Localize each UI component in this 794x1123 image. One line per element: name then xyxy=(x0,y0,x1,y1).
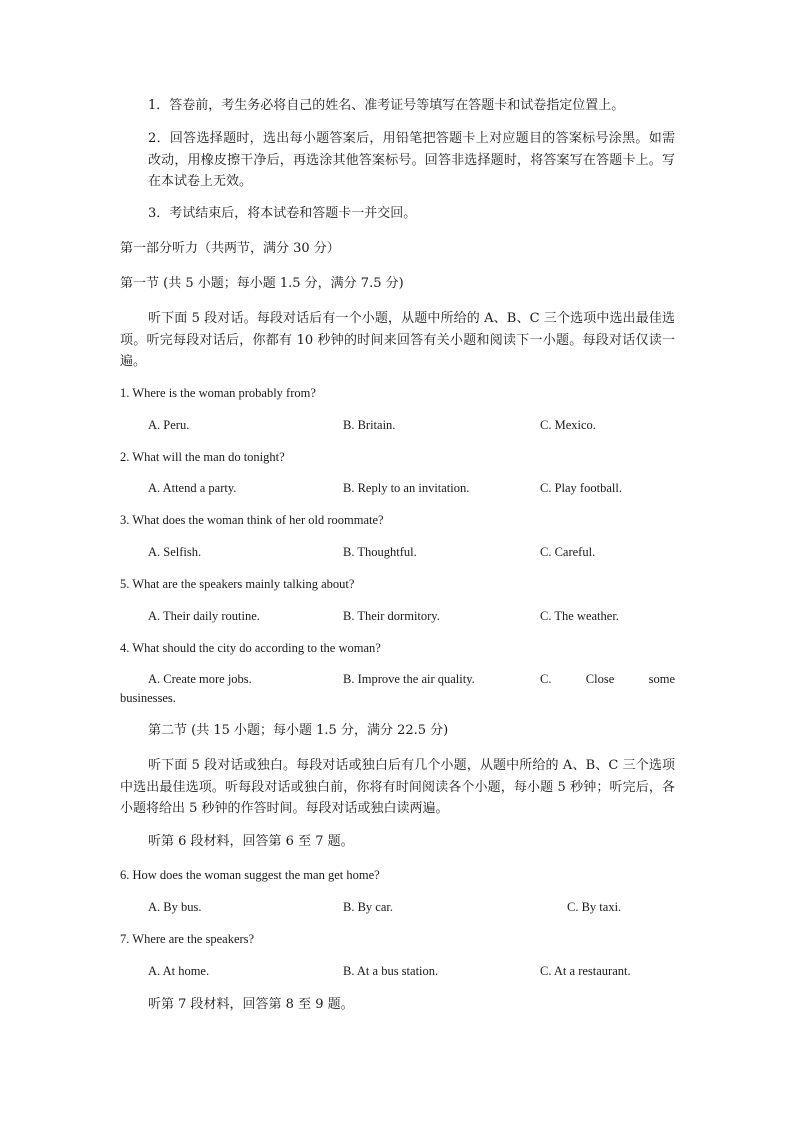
section1-title: 第一节 (共 5 小题；每小题 1.5 分，满分 7.5 分) xyxy=(120,276,404,291)
section1-directions: 听下面 5 段对话。每段对话后有一个小题，从题中所给的 A、B、C 三个选项中选出最佳选项。听完每段对话后，你都有 10 秒钟的时间来回答有关小题和阅读下一小题。每段对话仅读一遍。 xyxy=(120,311,675,369)
question-1-option-a: A. Peru. xyxy=(148,418,190,432)
question-4-option-a: A. Create more jobs. xyxy=(148,672,252,686)
instruction-item-2-text: 2．回答选择题时，选出每小题答案后，用铅笔把答题卡上对应题目的答案标号涂黑。如需改动，用橡皮擦干净后，再选涂其他答案标号。回答非选择题时，将答案写在答题卡上。写在本试卷上无效。 xyxy=(148,131,675,189)
question-3-option-c: C. Careful. xyxy=(540,545,596,559)
question-4-option-c-continuation: businesses. xyxy=(120,691,176,705)
question-6-option-c: C. By taxi. xyxy=(567,900,622,914)
question-6-option-b: B. By car. xyxy=(343,900,393,914)
question-4-stem: 4. What should the city do according to the woman? xyxy=(120,641,381,655)
question-1-option-c: C. Mexico. xyxy=(540,418,596,432)
question-4-option-c-word1: Close xyxy=(585,672,615,686)
question-4-option-c-word2: some xyxy=(648,672,675,686)
question-6-stem: 6. How does the woman suggest the man get home? xyxy=(120,868,380,882)
question-7-option-c: C. At a restaurant. xyxy=(540,964,631,978)
question-4-option-c-letter: C. xyxy=(540,672,552,686)
question-3-option-a: A. Selfish. xyxy=(148,545,202,559)
question-1-stem: 1. Where is the woman probably from? xyxy=(120,386,316,400)
question-4-option-c xyxy=(540,669,675,689)
question-2-option-c: C. Play football. xyxy=(540,481,622,495)
question-5-stem: 5. What are the speakers mainly talking about? xyxy=(120,577,355,591)
question-2-stem: 2. What will the man do tonight? xyxy=(120,450,285,464)
question-6-option-a: A. By bus. xyxy=(148,900,202,914)
part1-title: 第一部分听力（共两节，满分 30 分） xyxy=(120,241,340,256)
instruction-item-1: 1．答卷前，考生务必将自己的姓名、准考证号等填写在答题卡和试卷指定位置上。 xyxy=(148,98,625,113)
material-6-instruction: 听第 6 段材料，回答第 6 至 7 题。 xyxy=(148,834,354,849)
instruction-item-2 xyxy=(148,128,675,193)
question-7-option-a: A. At home. xyxy=(148,964,210,978)
section2-directions: 听下面 5 段对话或独白。每段对话或独白后有几个小题，从题中所给的 A、B、C 三个选项中选出最佳选项。听每段对话或独白前，你将有时间阅读各个小题，每小题 5 秒钟；听完后，各小题将给出 5 秒钟的作答时间。每段对话或独白读两遍。 xyxy=(120,758,675,816)
question-4-option-b: B. Improve the air quality. xyxy=(343,672,475,686)
question-2-option-b: B. Reply to an invitation. xyxy=(343,481,470,495)
question-2-option-a: A. Attend a party. xyxy=(148,481,237,495)
question-5-option-a: A. Their daily routine. xyxy=(148,609,260,623)
question-5-option-b: B. Their dormitory. xyxy=(343,609,440,623)
question-7-option-b: B. At a bus station. xyxy=(343,964,439,978)
question-3-stem: 3. What does the woman think of her old roommate? xyxy=(120,513,384,527)
question-5-option-c: C. The weather. xyxy=(540,609,619,623)
section2-title: 第二节 (共 15 小题；每小题 1.5 分，满分 22.5 分) xyxy=(148,723,449,738)
question-1-option-b: B. Britain. xyxy=(343,418,396,432)
question-3-option-b: B. Thoughtful. xyxy=(343,545,417,559)
question-7-stem: 7. Where are the speakers? xyxy=(120,932,255,946)
material-7-instruction: 听第 7 段材料，回答第 8 至 9 题。 xyxy=(148,997,354,1012)
instruction-item-3: 3．考试结束后，将本试卷和答题卡一并交回。 xyxy=(148,206,417,221)
